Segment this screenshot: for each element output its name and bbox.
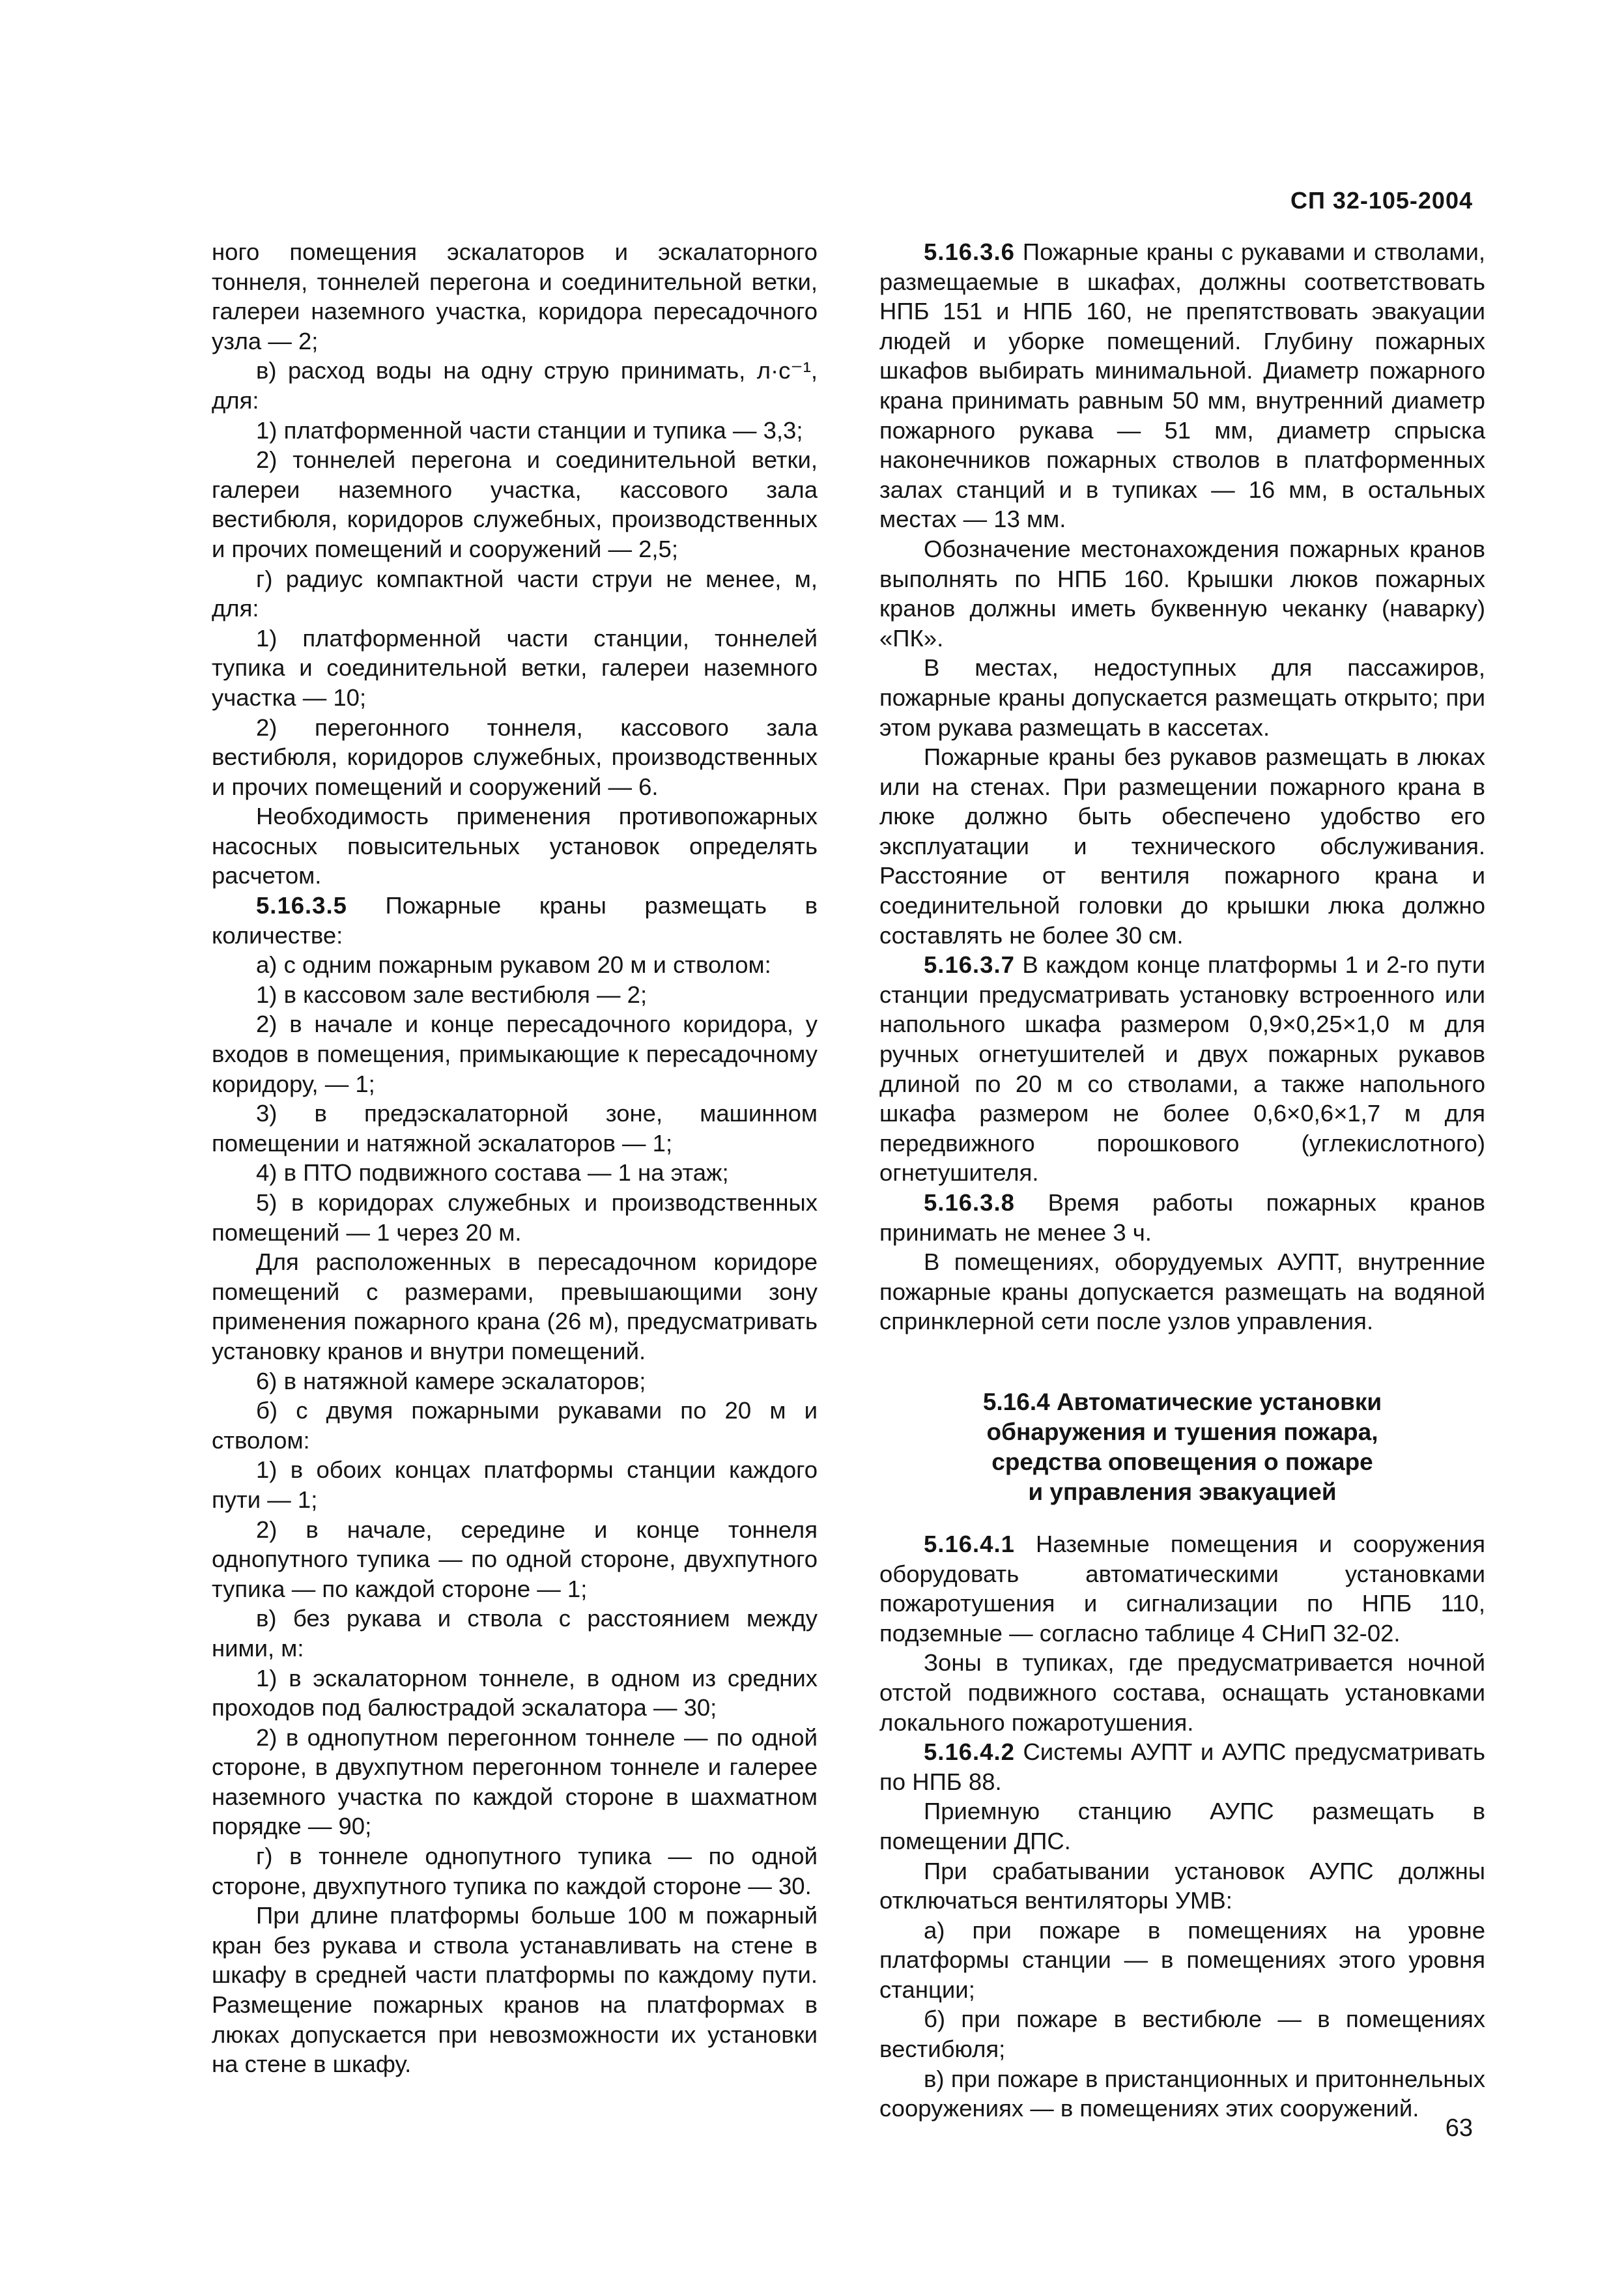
section-heading [879, 1387, 1485, 1507]
paragraph: При срабатывании установок АУПС должны отключаться вентиляторы УМВ: [879, 1857, 1485, 1914]
clause-5-16-3-8: 5.16.3.8 Время работы пожарных кранов принимать не менее 3 ч. [879, 1189, 1485, 1246]
paragraph: г) в тоннеле однопутного тупика — по одной стороне, двухпутного тупика по каждой стороне — 30. [212, 1843, 818, 1899]
clause-5-16-4-2: 5.16.4.2 Системы АУПТ и АУПС предусматривать по НПБ 88. [879, 1738, 1485, 1795]
paragraph: Обозначение местонахождения пожарных кранов выполнять по НПБ 160. Крышки люков пожарных кранов должны иметь буквенную чеканку (наварку) «ПК». [879, 535, 1485, 652]
paragraph: 2) тоннелей перегона и соединительной ветки, галереи наземного участка, кассового зала вестибюля, коридоров служебных, производственных и прочих помещений и сооружений — 2,5; [212, 446, 818, 562]
paragraph: 1) платформенной части станции, тоннелей тупика и соединительной ветки, галереи наземного участка — 10; [212, 624, 818, 711]
heading-line: средства оповещения о пожаре [991, 1448, 1373, 1475]
paragraph: Зоны в тупиках, где предусматривается ночной отстой подвижного состава, оснащать установками локального пожаротушения. [879, 1649, 1485, 1736]
paragraph: 3) в предэскалаторной зоне, машинном помещении и натяжной эскалаторов — 1; [212, 1100, 818, 1157]
heading-line: обнаружения и тушения пожара, [986, 1418, 1378, 1445]
clause-number: 5.16.3.6 [924, 238, 1015, 265]
paragraph: а) при пожаре в помещениях на уровне платформы станции — в помещениях этого уровня станции; [879, 1916, 1485, 2003]
paragraph: 1) платформенной части станции и тупика — 3,3; [256, 416, 803, 444]
paragraph: в) без рукава и ствола с расстоянием между ними, м: [212, 1605, 818, 1662]
clause-5-16-3-5: 5.16.3.5 Пожарные краны размещать в количестве: [212, 892, 818, 949]
paragraph: При длине платформы больше 100 м пожарный кран без рукава и ствола устанавливать на стене в шкафу в средней части платформы по каждому пути. Размещение пожарных кранов на платформах в люках допускается при невозможности их установки на стене в шкафу. [212, 1902, 818, 2078]
page-number: 63 [1445, 2114, 1473, 2142]
paragraph: г) радиус компактной части струи не менее, м, для: [212, 565, 818, 622]
clause-number: 5.16.3.5 [256, 892, 347, 919]
clause-5-16-4-1: 5.16.4.1 Наземные помещения и сооружения оборудовать автоматическими установками пожаротушения и сигнализации по НПБ 110, подземные — согласно таблице 4 СНиП 32-02. [879, 1530, 1485, 1647]
clause-5-16-3-7: 5.16.3.7 В каждом конце платформы 1 и 2-го пути станции предусматривать установку встроенного или напольного шкафа размером 0,9×0,25×1,0 м для ручных огнетушителей и двух пожарных рукавов длиной по 20 м со стволами, а также напольного шкафа размером не более 0,6×0,6×1,7 м для передвижного порошкового (углекислотного) огнетушителя. [879, 951, 1485, 1187]
paragraph: 2) в начале и конце пересадочного коридора, у входов в помещения, примыкающие к пересадочному коридору, — 1; [212, 1011, 818, 1097]
paragraph: Пожарные краны без рукавов размещать в люках или на стенах. При размещении пожарного крана в люке должно быть обеспечено удобство его эксплуатации и технического обслуживания. Расстояние от вентиля пожарного крана и соединительной головки до крышки люка должно составлять не более 30 см. [879, 743, 1485, 949]
paragraph: Необходимость применения противопожарных насосных повысительных установок определять расчетом. [212, 803, 818, 889]
paragraph: В помещениях, оборудуемых АУПТ, внутренние пожарные краны допускается размещать на водяной спринклерной сети после узлов управления. [879, 1248, 1485, 1335]
paragraph: В местах, недоступных для пассажиров, пожарные краны допускается размещать открыто; при этом рукава размещать в кассетах. [879, 654, 1485, 741]
paragraph: Приемную станцию АУПС размещать в помещении ДПС. [879, 1798, 1485, 1854]
paragraph: в) при пожаре в пристанционных и притоннельных сооружениях — в помещениях этих сооружений. [879, 2065, 1485, 2122]
clause-5-16-3-6: 5.16.3.6 Пожарные краны с рукавами и стволами, размещаемые в шкафах, должны соответствовать НПБ 151 и НПБ 160, не препятствовать эвакуации людей и уборке помещений. Глубину пожарных шкафов выбирать минимальной. Диаметр пожарного крана принимать равным 50 мм, внутренний диаметр пожарного рукава — 51 мм, диаметр спрыска наконечников пожарных стволов в платформенных залах станций и в тупиках — 16 мм, в остальных местах — 13 мм. [879, 238, 1485, 533]
heading-line: и управления эвакуацией [1028, 1478, 1337, 1505]
paragraph: а) с одним пожарным рукавом 20 м и стволом: [256, 951, 771, 979]
left-column [212, 237, 818, 2079]
right-column [879, 237, 1485, 2124]
paragraph: ного помещения эскалаторов и эскалаторного тоннеля, тоннелей перегона и соединительной ветки, галереи наземного участка, коридора пересадочного узла — 2; [212, 238, 818, 354]
heading-line: 5.16.4 Автоматические установки [982, 1388, 1382, 1415]
paragraph: 1) в обоих концах платформы станции каждого пути — 1; [212, 1456, 818, 1513]
clause-number: 5.16.3.7 [924, 951, 1015, 979]
paragraph: Для расположенных в пересадочном коридоре помещений с размерами, превышающими зону применения пожарного крана (26 м), предусматривать установку кранов и внутри помещений. [212, 1248, 818, 1364]
paragraph: 2) в однопутном перегонном тоннеле — по одной стороне, в двухпутном перегонном тоннеле и галерее наземного участка по каждой стороне в шахматном порядке — 90; [212, 1723, 818, 1840]
paragraph: 5) в коридорах служебных и производственных помещений — 1 через 20 м. [212, 1189, 818, 1246]
paragraph: 1) в эскалаторном тоннеле, в одном из средних проходов под балюстрадой эскалатора — 30; [212, 1664, 818, 1722]
paragraph: б) с двумя пожарными рукавами по 20 м и стволом: [212, 1397, 818, 1454]
document-code: СП 32-105-2004 [1290, 187, 1473, 214]
paragraph: 2) в начале, середине и конце тоннеля однопутного тупика — по одной стороне, двухпутного тупика — по каждой стороне — 1; [212, 1516, 818, 1602]
paragraph: 1) в кассовом зале вестибюля — 2; [256, 981, 648, 1008]
paragraph: 2) перегонного тоннеля, кассового зала вестибюля, коридоров служебных, производственных и прочих помещений и сооружений — 6. [212, 713, 818, 800]
paragraph: в) расход воды на одну струю принимать, л·с⁻¹, для: [212, 357, 818, 414]
paragraph: 6) в натяжной камере эскалаторов; [256, 1367, 646, 1394]
paragraph: б) при пожаре в вестибюле — в помещениях вестибюля; [879, 2006, 1485, 2063]
paragraph: 4) в ПТО подвижного состава — 1 на этаж; [256, 1159, 729, 1187]
clause-number: 5.16.4.2 [924, 1738, 1015, 1766]
clause-number: 5.16.3.8 [924, 1189, 1015, 1216]
clause-number: 5.16.4.1 [924, 1530, 1015, 1557]
